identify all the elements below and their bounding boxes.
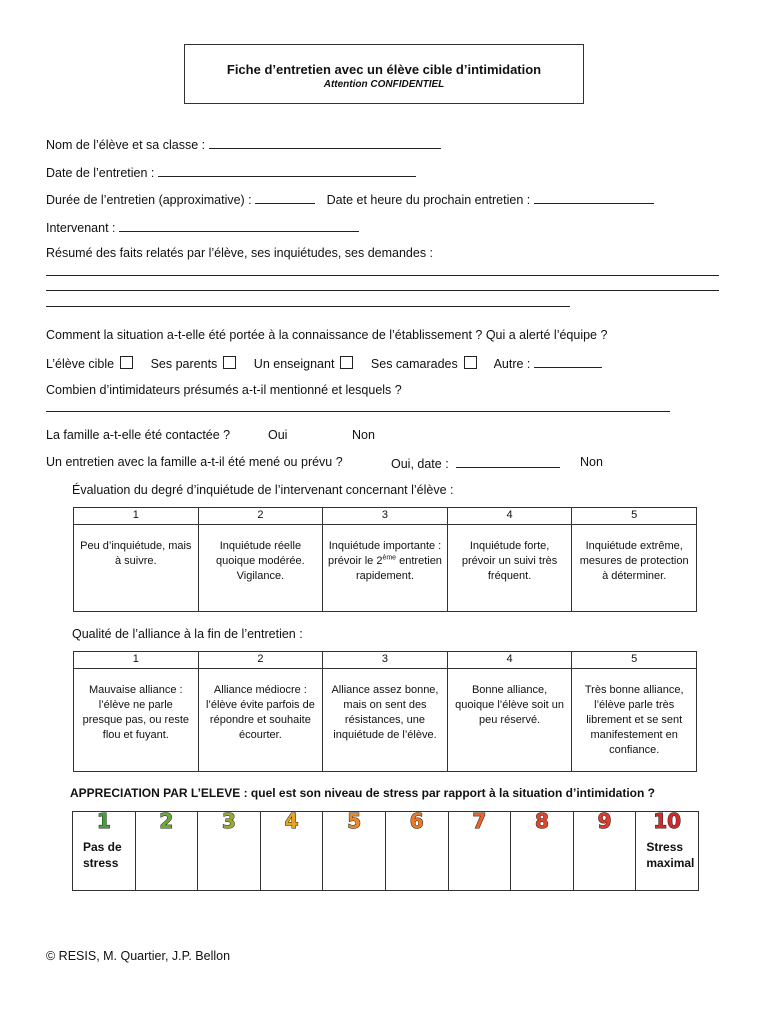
stress-number: 3 bbox=[222, 809, 236, 833]
stress-level-9[interactable] bbox=[573, 809, 636, 891]
family-contact-no[interactable]: Non bbox=[352, 428, 375, 442]
family-contact-question: La famille a-t-elle été contactée ? bbox=[46, 428, 231, 442]
duration-label: Durée de l’entretien (approximative) : bbox=[46, 193, 252, 207]
alert-options-row bbox=[46, 355, 602, 371]
worry-table bbox=[73, 507, 697, 612]
summary-label: Résumé des faits relatés par l’élève, ses inquiétudes, ses demandes : bbox=[46, 246, 434, 260]
intervenant-field[interactable] bbox=[119, 219, 359, 232]
duration-field[interactable] bbox=[255, 191, 315, 204]
page-title: Fiche d’entretien avec un élève cible d’intimidation bbox=[226, 62, 542, 77]
family-meeting-no[interactable]: Non bbox=[580, 455, 603, 469]
stress-low-label: Pas de stress bbox=[83, 840, 122, 870]
student-name-field[interactable] bbox=[209, 136, 441, 149]
stress-level-10[interactable] bbox=[636, 809, 699, 891]
intervenant-label: Intervenant : bbox=[46, 221, 116, 235]
stress-level-6[interactable] bbox=[385, 809, 448, 891]
confidential-note: Attention CONFIDENTIEL bbox=[323, 79, 445, 90]
alliance-desc-5: Très bonne alliance, l’élève parle très librement et se sent manifestement en confiance. bbox=[572, 669, 697, 772]
stress-level-3[interactable] bbox=[198, 809, 261, 891]
summary-line-1[interactable] bbox=[46, 275, 719, 276]
stress-title: APPRECIATION PAR L’ELEVE : quel est son niveau de stress par rapport à la situation d’intimidation ? bbox=[70, 786, 655, 800]
alliance-desc-1: Mauvaise alliance : l’élève ne parle presque pas, ou reste flou et fuyant. bbox=[74, 669, 199, 772]
next-interview-field[interactable] bbox=[534, 191, 654, 204]
stress-number: 1 bbox=[96, 809, 111, 833]
stress-number: 4 bbox=[284, 809, 299, 833]
alliance-level-4[interactable]: 4 bbox=[447, 652, 572, 669]
stress-number: 5 bbox=[347, 809, 362, 833]
worry-desc-2: Inquiétude réelle quoique modérée. Vigilance. bbox=[198, 525, 323, 612]
intervenant-row bbox=[46, 219, 359, 235]
stress-number: 7 bbox=[472, 809, 487, 833]
family-meeting-date-field[interactable] bbox=[456, 455, 560, 468]
alliance-level-5[interactable]: 5 bbox=[572, 652, 697, 669]
alliance-desc-3: Alliance assez bonne, mais on sent des résistances, une inquiétude de l’élève. bbox=[323, 669, 448, 772]
family-contact-yes[interactable]: Oui bbox=[268, 428, 288, 442]
stress-scale bbox=[72, 811, 699, 891]
summary-line-3[interactable] bbox=[46, 306, 570, 307]
alliance-level-1[interactable]: 1 bbox=[74, 652, 199, 669]
interview-date-field[interactable] bbox=[158, 164, 416, 177]
alliance-level-3[interactable]: 3 bbox=[323, 652, 448, 669]
alliance-title: Qualité de l’alliance à la fin de l’entretien : bbox=[72, 627, 303, 641]
stress-number: 2 bbox=[159, 809, 174, 833]
stress-level-1[interactable] bbox=[73, 809, 136, 891]
stress-number: 10 bbox=[653, 809, 682, 833]
stress-number: 9 bbox=[597, 809, 612, 833]
family-meeting-yes[interactable]: Oui, date : bbox=[391, 457, 449, 471]
title-box bbox=[184, 44, 584, 104]
stress-number: 8 bbox=[534, 809, 549, 833]
stress-high-label: Stress maximal bbox=[646, 840, 695, 870]
summary-line-2[interactable] bbox=[46, 290, 719, 291]
alliance-table bbox=[73, 651, 697, 772]
option-classmates-checkbox[interactable] bbox=[464, 356, 477, 369]
option-parents-checkbox[interactable] bbox=[223, 356, 236, 369]
worry-desc-3: Inquiétude importante : prévoir le 2ème entretien rapidement. bbox=[323, 525, 448, 612]
alliance-desc-2: Alliance médiocre : l’élève évite parfois de répondre et souhaite écourter. bbox=[198, 669, 323, 772]
option-parents-label: Ses parents bbox=[150, 357, 218, 371]
worry-level-3[interactable]: 3 bbox=[323, 508, 448, 525]
option-teacher-label: Un enseignant bbox=[253, 357, 335, 371]
stress-level-2[interactable] bbox=[135, 809, 198, 891]
family-meeting-question: Un entretien avec la famille a-t-il été mené ou prévu ? bbox=[46, 455, 343, 469]
family-meeting-yes-row bbox=[391, 455, 560, 471]
worry-desc-1: Peu d’inquiétude, mais à suivre. bbox=[74, 525, 199, 612]
stress-level-7[interactable] bbox=[448, 809, 511, 891]
alliance-desc-4: Bonne alliance, quoique l’élève soit un peu réservé. bbox=[447, 669, 572, 772]
alliance-level-2[interactable]: 2 bbox=[198, 652, 323, 669]
stress-level-5[interactable] bbox=[323, 809, 386, 891]
stress-level-4[interactable] bbox=[260, 809, 323, 891]
worry-level-4[interactable]: 4 bbox=[447, 508, 572, 525]
student-name-label: Nom de l’élève et sa classe : bbox=[46, 138, 206, 152]
copyright: © RESIS, M. Quartier, J.P. Bellon bbox=[46, 949, 231, 963]
option-classmates-label: Ses camarades bbox=[370, 357, 458, 371]
interview-date-label: Date de l’entretien : bbox=[46, 166, 155, 180]
worry-level-5[interactable]: 5 bbox=[572, 508, 697, 525]
worry-desc-5: Inquiétude extrême, mesures de protection à déterminer. bbox=[572, 525, 697, 612]
aggressors-question: Combien d’intimidateurs présumés a-t-il mentionné et lesquels ? bbox=[46, 383, 402, 397]
option-other-field[interactable] bbox=[534, 355, 602, 368]
stress-level-8[interactable] bbox=[511, 809, 574, 891]
alert-question: Comment la situation a-t-elle été portée à la connaissance de l’établissement ? Qui a alerté l’équipe ? bbox=[46, 328, 608, 342]
option-teacher-checkbox[interactable] bbox=[340, 356, 353, 369]
option-student-checkbox[interactable] bbox=[120, 356, 133, 369]
interview-date-row bbox=[46, 164, 416, 180]
student-name-row bbox=[46, 136, 441, 152]
option-student-label: L’élève cible bbox=[46, 357, 115, 371]
worry-desc-4: Inquiétude forte, prévoir un suivi très fréquent. bbox=[447, 525, 572, 612]
stress-number: 6 bbox=[409, 809, 424, 833]
worry-level-1[interactable]: 1 bbox=[74, 508, 199, 525]
aggressors-line[interactable] bbox=[46, 411, 670, 412]
next-interview-label: Date et heure du prochain entretien : bbox=[326, 193, 531, 207]
worry-title: Évaluation du degré d’inquiétude de l’intervenant concernant l’élève : bbox=[72, 483, 454, 497]
option-other-label: Autre : bbox=[493, 357, 531, 371]
worry-level-2[interactable]: 2 bbox=[198, 508, 323, 525]
duration-row bbox=[46, 191, 654, 207]
